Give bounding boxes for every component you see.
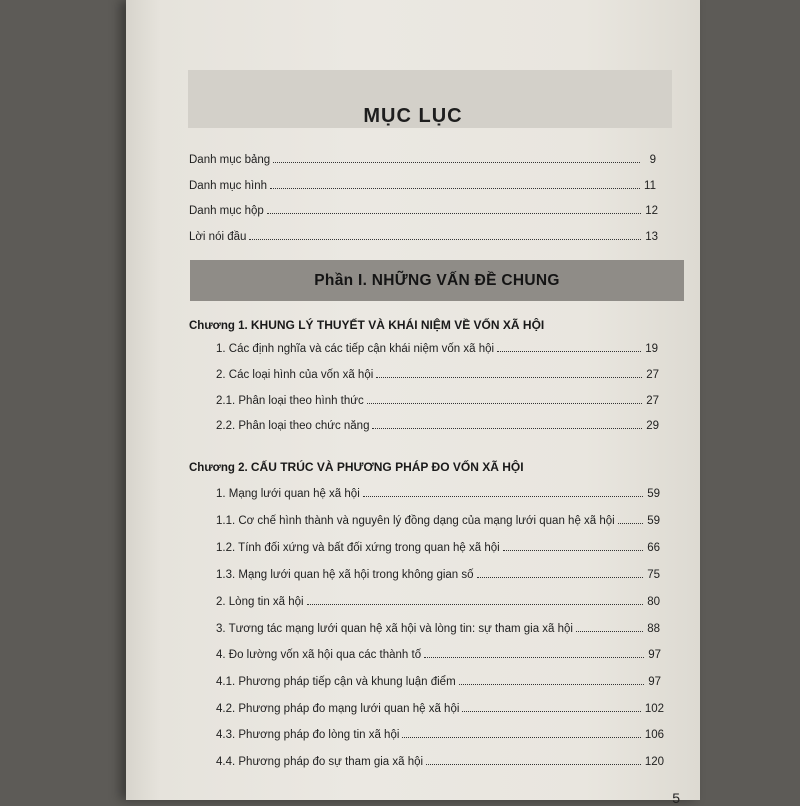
toc-entry-page: 97 (648, 676, 661, 688)
part-heading-label: Phần I. NHỮNG VẤN ĐỀ CHUNG (314, 271, 560, 289)
chapter-heading (189, 318, 544, 332)
toc-entry-label: 2.1. Phân loại theo hình thức (216, 395, 364, 407)
toc-entry-page: 11 (644, 180, 656, 192)
toc-entry (216, 343, 658, 355)
toc-entry-label: Danh mục hộp (189, 205, 264, 217)
toc-entry (216, 703, 664, 715)
leader-dots (459, 684, 645, 685)
chapter-title: CẤU TRÚC VÀ PHƯƠNG PHÁP ĐO VỐN XÃ HỘI (250, 460, 524, 474)
toc-entry (216, 420, 659, 432)
leader-dots (367, 403, 642, 404)
toc-entry-label: 1.1. Cơ chế hình thành và nguyên lý đồng dạng của mạng lưới quan hệ xã hội (216, 515, 615, 527)
leader-dots (426, 764, 641, 765)
toc-entry-page: 59 (647, 488, 660, 500)
leader-dots (307, 604, 644, 605)
leader-dots (618, 523, 643, 524)
toc-entry-label: 2.2. Phân loại theo chức năng (216, 420, 370, 432)
leader-dots (503, 550, 643, 551)
chapter-number: Chương 2. (189, 462, 248, 474)
toc-entry (216, 756, 664, 768)
leader-dots (376, 377, 642, 378)
leader-dots (267, 213, 641, 214)
page-title: MỤC LỤC (363, 105, 463, 127)
toc-entry-page: 66 (647, 542, 660, 554)
toc-entry (216, 729, 664, 741)
toc-entry (216, 649, 661, 661)
toc-entry-page: 27 (646, 369, 659, 381)
toc-entry-label: 3. Tương tác mạng lưới quan hệ xã hội và lòng tin: sự tham gia xã hội (216, 623, 573, 635)
toc-entry (216, 488, 660, 500)
leader-dots (462, 711, 640, 712)
toc-entry-label: 1.2. Tính đối xứng và bất đối xứng trong quan hệ xã hội (216, 542, 500, 554)
toc-entry (216, 369, 659, 381)
leader-dots (477, 577, 644, 578)
toc-entry (216, 569, 660, 581)
toc-entry-label: 1. Các định nghĩa và các tiếp cận khái niệm vốn xã hội (216, 343, 495, 355)
toc-entry-label: Danh mục hình (189, 180, 267, 192)
leader-dots (273, 162, 640, 163)
page-number: 5 (672, 790, 680, 806)
toc-entry (216, 596, 660, 608)
part-heading (190, 260, 684, 301)
toc-entry (189, 180, 656, 192)
toc-entry-page: 102 (644, 703, 664, 715)
toc-entry (189, 205, 658, 217)
toc-entry (189, 154, 656, 166)
toc-entry (189, 231, 658, 243)
leader-dots (576, 631, 643, 632)
leader-dots (402, 737, 640, 738)
chapter-title: KHUNG LÝ THUYẾT VÀ KHÁI NIỆM VỀ VỐN XÃ HỘI (250, 318, 545, 332)
toc-entry-page: 88 (647, 623, 660, 635)
toc-entry-page: 13 (645, 231, 658, 243)
toc-entry-label: Danh mục bảng (189, 154, 271, 166)
toc-entry-page: 29 (646, 420, 659, 432)
toc-entry-label: 4.4. Phương pháp đo sự tham gia xã hội (216, 756, 424, 768)
chapter-heading (189, 460, 524, 474)
toc-entry-page: 80 (647, 596, 660, 608)
toc-entry-label: 1. Mạng lưới quan hệ xã hội (216, 488, 360, 500)
book-page (126, 0, 700, 806)
toc-entry-label: 2. Các loại hình của vốn xã hội (216, 369, 374, 381)
toc-entry-label: 1.3. Mạng lưới quan hệ xã hội trong không gian số (216, 569, 474, 581)
leader-dots (363, 496, 643, 497)
toc-entry-page: 106 (644, 729, 664, 741)
toc-entry-label: 4. Đo lường vốn xã hội qua các thành tố (216, 649, 422, 661)
toc-entry-label: 2. Lòng tin xã hội (216, 596, 304, 608)
toc-entry-page: 12 (645, 205, 658, 217)
toc-entry-label: 4.2. Phương pháp đo mạng lưới quan hệ xã hội (216, 703, 460, 715)
toc-entry (216, 395, 659, 407)
toc-entry-page: 59 (647, 515, 660, 527)
leader-dots (372, 428, 642, 429)
leader-dots (249, 239, 641, 240)
toc-entry (216, 515, 660, 527)
toc-entry-label: 4.1. Phương pháp tiếp cận và khung luận điểm (216, 676, 456, 688)
toc-entry-page: 27 (646, 395, 659, 407)
leader-dots (424, 657, 644, 658)
toc-entry-page: 120 (644, 756, 664, 768)
toc-entry (216, 676, 661, 688)
leader-dots (497, 351, 641, 352)
toc-entry-page: 19 (645, 343, 658, 355)
toc-entry-page: 75 (647, 569, 660, 581)
toc-entry-label: 4.3. Phương pháp đo lòng tin xã hội (216, 729, 400, 741)
toc-entry (216, 623, 660, 635)
leader-dots (270, 188, 640, 189)
toc-entry-page: 9 (649, 154, 656, 166)
chapter-number: Chương 1. (189, 320, 248, 332)
toc-entry (216, 542, 660, 554)
toc-entry-page: 97 (648, 649, 661, 661)
toc-entry-label: Lời nói đầu (189, 231, 247, 243)
